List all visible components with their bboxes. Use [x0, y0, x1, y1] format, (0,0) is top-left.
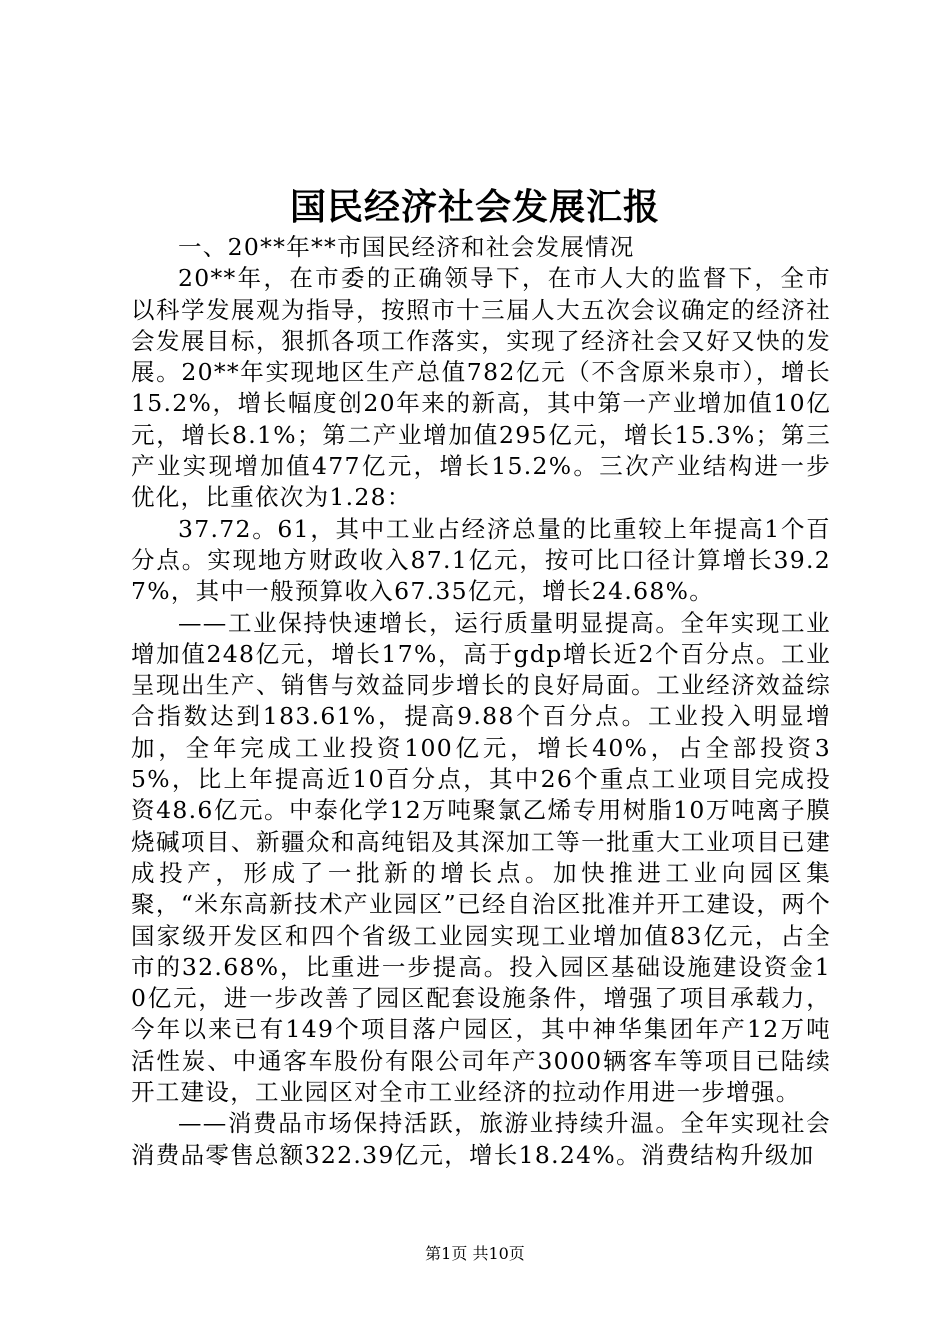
paragraph-fiscal: 37.72。61，其中工业占经济总量的比重较上年提高1个百分点。实现地方财政收入87.1亿元，按可比口径计算增长39.27%，其中一般预算收入67.35亿元，增长24.68%。 — [131, 514, 831, 606]
document-title: 国民经济社会发展汇报 — [289, 186, 660, 228]
page-number: 第1页 共10页 — [425, 1244, 525, 1263]
document-body — [131, 232, 831, 1171]
paragraph-industry: ——工业保持快速增长，运行质量明显提高。全年实现工业增加值248亿元，增长17%，高于gdp增长近2个百分点。工业呈现出生产、销售与效益同步增长的良好局面。工业经济效益综合指数达到183.61%，提高9.88个百分点。工业投入明显增加，全年完成工业投资100亿元，增长40%，占全部投资35%，比上年提高近10百分点，其中26个重点工业项目完成投资48.6亿元。中泰化学12万吨聚氯乙烯专用树脂10万吨离子膜烧碱项目、新疆众和高纯铝及其深加工等一批重大工业项目已建成投产，形成了一批新的增长点。加快推进工业向园区集聚，“米东高新技术产业园区”已经自治区批准并开工建设，两个国家级开发区和四个省级工业园实现工业增加值83亿元，占全市的32.68%，比重进一步提高。投入园区基础设施建设资金10亿元，进一步改善了园区配套设施条件，增强了项目承载力，今年以来已有149个项目落户园区，其中神华集团年产12万吨活性炭、中通客车股份有限公司年产3000辆客车等项目已陆续开工建设，工业园区对全市工业经济的拉动作用进一步增强。 — [131, 608, 831, 1107]
paragraph-consumption: ——消费品市场保持活跃，旅游业持续升温。全年实现社会消费品零售总额322.39亿元，增长18.24%。消费结构升级加 — [131, 1109, 831, 1169]
section-heading: 一、20**年**市国民经济和社会发展情况 — [178, 233, 635, 261]
paragraph-overview: 20**年，在市委的正确领导下，在市人大的监督下，全市以科学发展观为指导，按照市十三届人大五次会议确定的经济社会发展目标，狠抓各项工作落实，实现了经济社会又好又快的发展。20**年实现地区生产总值782亿元（不含原米泉市），增长15.2%，增长幅度创20年来的新高，其中第一产业增加值10亿元，增长8.1%；第二产业增加值295亿元，增长15.3%；第三产业实现增加值477亿元，增长15.2%。三次产业结构进一步优化，比重依次为1.28： — [131, 264, 831, 512]
